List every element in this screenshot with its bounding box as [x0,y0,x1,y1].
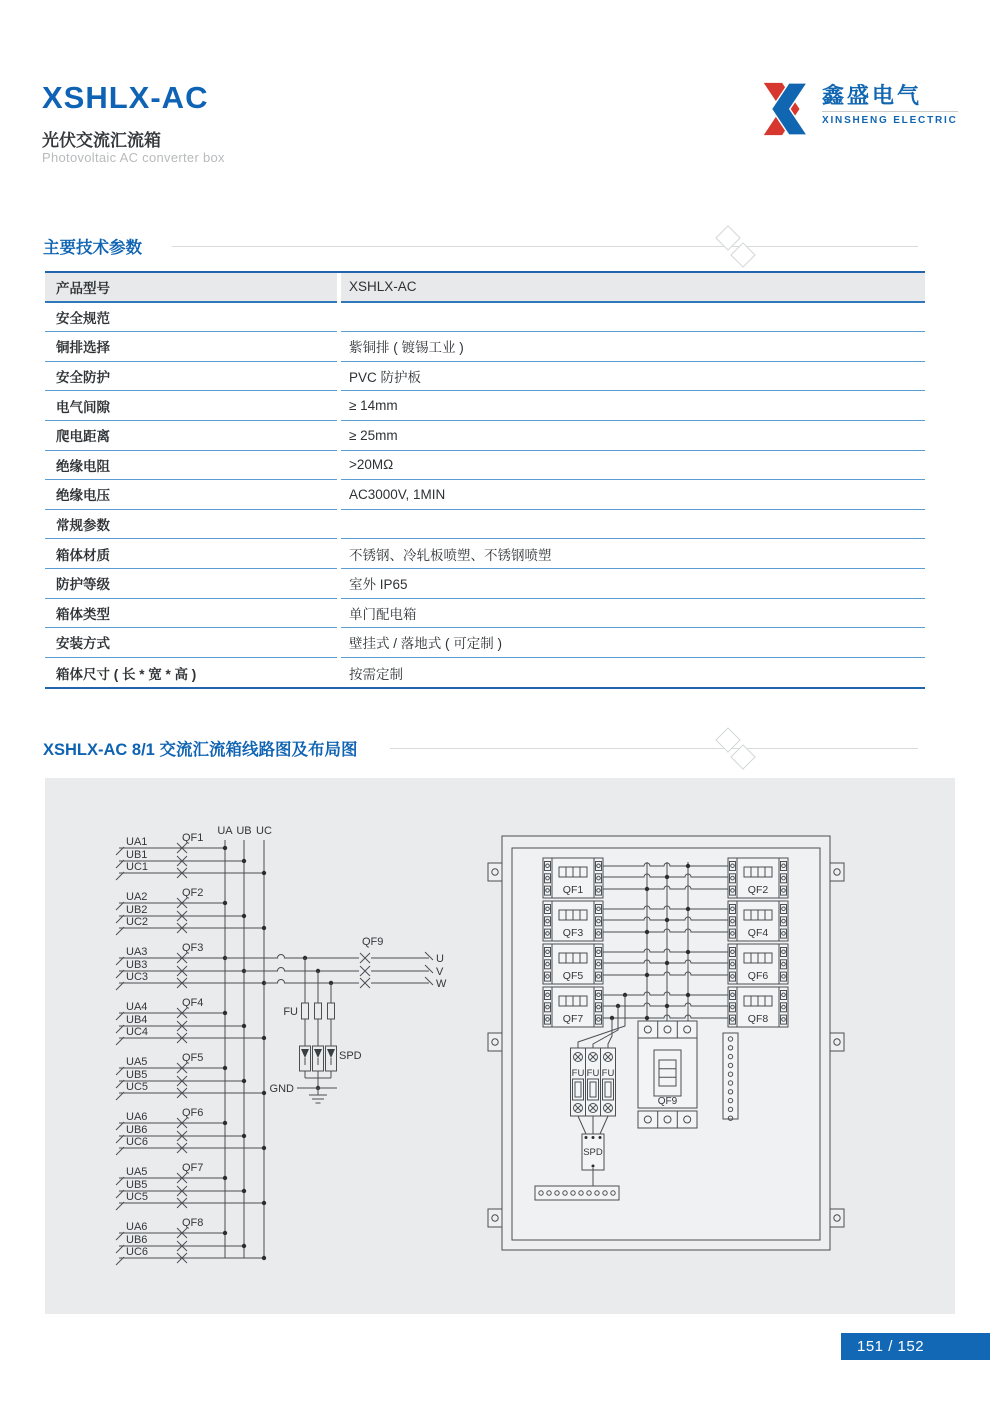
section-divider [172,246,918,247]
diagram-panel [45,778,955,1314]
section-title-diagram: XSHLX-AC 8/1 交流汇流箱线路图及布局图 [43,741,358,759]
circuit-breaker-label: QF5 [182,1052,204,1064]
layout-spd-label: SPD [583,1147,603,1158]
circuit-line-label: UA5 [126,1056,148,1068]
circuit-breaker-label: QF3 [182,942,204,954]
table-row [45,599,925,629]
circuit-line-label: UB1 [126,849,148,861]
layout-breaker-label: QF3 [562,927,584,939]
param-label: 电气间隙 [45,391,337,421]
table-row [45,658,925,688]
layout-breaker-label: QF6 [747,970,769,982]
circuit-line-label: UA6 [126,1221,148,1233]
product-name-en: Photovoltaic AC converter box [42,150,225,165]
bus-label: UC [256,825,272,837]
param-label: 绝缘电压 [45,480,337,510]
circuit-breaker-label: QF8 [182,1217,204,1229]
param-label: 绝缘电阻 [45,451,337,481]
table-row [45,421,925,451]
param-value: 室外 IP65 [341,569,925,599]
circuit-line-label: UC5 [126,1191,149,1203]
layout-breaker-label: QF5 [562,970,584,982]
circuit-diagram [116,836,447,1265]
param-value [341,303,925,333]
layout-fu-label: FU [586,1068,600,1079]
param-value: ≥ 25mm [341,421,925,451]
table-row [45,539,925,569]
param-label: 安全规范 [45,303,337,333]
product-name-zh: 光伏交流汇流箱 [42,131,161,150]
param-label: 箱体类型 [45,599,337,629]
circuit-spd-label: SPD [339,1050,362,1062]
param-label: 产品型号 [45,273,337,303]
param-label: 安装方式 [45,628,337,658]
bus-label: UB [236,825,252,837]
circuit-line-label: UA1 [126,836,148,848]
layout-breaker-label: QF1 [562,884,584,896]
circuit-output-label: U [436,953,444,965]
param-label: 箱体材质 [45,539,337,569]
logo-name-zh: 鑫盛电气 [822,83,923,108]
logo-text [822,84,958,128]
param-value: AC3000V, 1MIN [341,480,925,510]
page-number-badge [841,1333,990,1360]
spec-table [45,271,925,689]
circuit-line-label: UA5 [126,1166,148,1178]
layout-breaker-label: QF7 [562,1013,584,1025]
param-label: 防护等级 [45,569,337,599]
layout-diagram [488,836,844,1250]
table-row [45,569,925,599]
circuit-line-label: UC6 [126,1246,149,1258]
param-label: 常规参数 [45,510,337,540]
circuit-line-label: UA2 [126,891,148,903]
circuit-line-label: UC3 [126,971,149,983]
circuit-breaker-label: QF1 [182,832,204,844]
circuit-line-label: UB3 [126,959,148,971]
page-title: XSHLX-AC [42,80,209,115]
param-label: 铜排选择 [45,332,337,362]
circuit-breaker-label: QF2 [182,887,204,899]
table-row [45,451,925,481]
circuit-fu-label: FU [283,1006,298,1018]
page-number: 151 / 152 [857,1338,925,1355]
param-value: 单门配电箱 [341,599,925,629]
param-label: 爬电距离 [45,421,337,451]
circuit-line-label: UB2 [126,904,148,916]
param-value: ≥ 14mm [341,391,925,421]
company-logo [756,78,966,144]
circuit-line-label: UB6 [126,1124,148,1136]
bus-label: UA [217,825,233,837]
param-value: >20MΩ [341,451,925,481]
layout-qf9-label: QF9 [657,1096,678,1107]
circuit-line-label: UC4 [126,1026,149,1038]
circuit-line-label: UB5 [126,1069,148,1081]
layout-breaker-label: QF4 [747,927,769,939]
layout-breaker-label: QF2 [747,884,769,896]
layout-breaker-label: QF8 [747,1013,769,1025]
circuit-breaker-label: QF6 [182,1107,204,1119]
circuit-gnd-label: GND [269,1083,294,1095]
circuit-line-label: UC1 [126,861,149,873]
param-value: 壁挂式 / 落地式 ( 可定制 ) [341,628,925,658]
param-value: PVC 防护板 [341,362,925,392]
circuit-breaker-label: QF7 [182,1162,204,1174]
logo-name-en: XINSHENG ELECTRIC [822,111,958,126]
layout-fu-label: FU [571,1068,585,1079]
param-label: 箱体尺寸 ( 长 * 宽 * 高 ) [56,666,197,682]
table-row [45,391,925,421]
param-value: 按需定制 [349,666,403,682]
circuit-line-label: UB5 [126,1179,148,1191]
table-row [45,332,925,362]
circuit-line-label: UA3 [126,946,148,958]
param-value: 不锈钢、冷轧板喷塑、不锈钢喷塑 [341,539,925,569]
wiring-and-layout-diagram [45,778,955,1314]
circuit-line-label: UC5 [126,1081,149,1093]
param-value [341,510,925,540]
circuit-qf9-label: QF9 [362,936,384,948]
section-title-params: 主要技术参数 [43,239,142,257]
circuit-group-QF3 [116,946,447,1003]
circuit-line-label: UA4 [126,1001,148,1013]
circuit-output-label: V [436,966,444,978]
circuit-line-label: UB4 [126,1014,148,1026]
layout-fu-label: FU [601,1068,615,1079]
table-row [45,273,925,303]
table-row [45,510,925,540]
circuit-output-label: W [436,978,447,990]
table-row [45,628,925,658]
circuit-line-label: UC6 [126,1136,149,1148]
param-value: 紫铜排 ( 镀锡工业 ) [341,332,925,362]
param-value: XSHLX-AC [341,273,925,303]
table-row [45,362,925,392]
section-divider [390,748,918,749]
logo-x-icon [756,78,814,140]
table-row [45,303,925,333]
circuit-line-label: UC2 [126,916,149,928]
circuit-line-label: UB6 [126,1234,148,1246]
circuit-breaker-label: QF4 [182,997,204,1009]
param-label: 安全防护 [45,362,337,392]
circuit-line-label: UA6 [126,1111,148,1123]
table-row [45,480,925,510]
